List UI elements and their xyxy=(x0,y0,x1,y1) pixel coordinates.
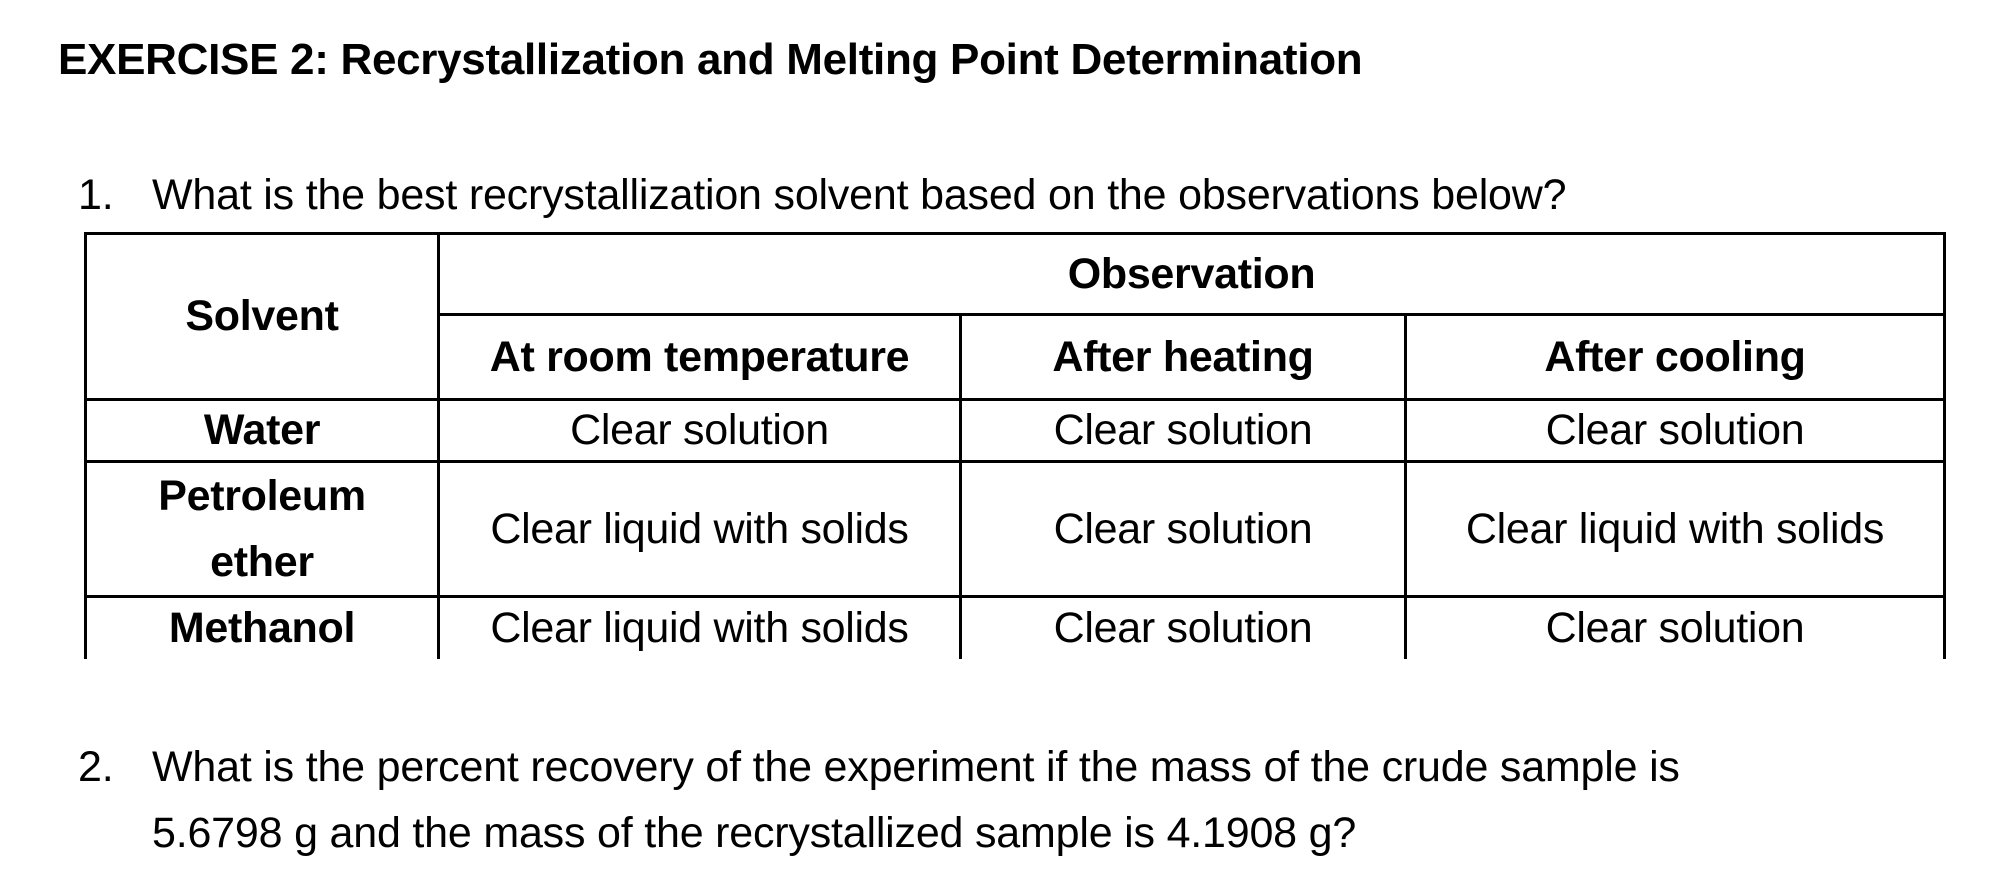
table-cell: Clear solution xyxy=(961,597,1406,659)
solvent-cell xyxy=(86,462,439,597)
table-header-row xyxy=(86,234,1945,315)
column-header-room-temperature: At room temperature xyxy=(439,315,961,400)
observation-table xyxy=(84,232,1946,659)
question-text-line-1: What is the percent recovery of the experiment if the mass of the crude sample is xyxy=(152,743,1680,791)
table-cell: Clear solution xyxy=(439,400,961,462)
table-cell: Clear solution xyxy=(961,462,1406,597)
solvent-cell: Water xyxy=(86,400,439,462)
observation-header: Observation xyxy=(439,234,1945,315)
question-number: 2. xyxy=(78,743,114,791)
solvent-name-line: Petroleum xyxy=(158,472,366,520)
table-cell: Clear liquid with solids xyxy=(439,462,961,597)
question-number: 1. xyxy=(78,171,114,219)
exercise-title: EXERCISE 2: Recrystallization and Melting Point Determination xyxy=(58,35,1363,84)
column-header-after-heating: After heating xyxy=(961,315,1406,400)
question-text-line-2: 5.6798 g and the mass of the recrystallized sample is 4.1908 g? xyxy=(152,809,1357,857)
table-row xyxy=(86,462,1945,597)
solvent-cell: Methanol xyxy=(86,597,439,659)
solvent-name-line: ether xyxy=(210,538,314,586)
table-cell: Clear liquid with solids xyxy=(1406,462,1945,597)
table-cell: Clear solution xyxy=(1406,400,1945,462)
table-cell: Clear liquid with solids xyxy=(439,597,961,659)
table-row xyxy=(86,597,1945,659)
column-header-after-cooling: After cooling xyxy=(1406,315,1945,400)
table-cell: Clear solution xyxy=(961,400,1406,462)
table-row xyxy=(86,400,1945,462)
solvent-header: Solvent xyxy=(86,234,439,400)
table-cell: Clear solution xyxy=(1406,597,1945,659)
question-text: What is the best recrystallization solvent based on the observations below? xyxy=(152,171,1567,219)
